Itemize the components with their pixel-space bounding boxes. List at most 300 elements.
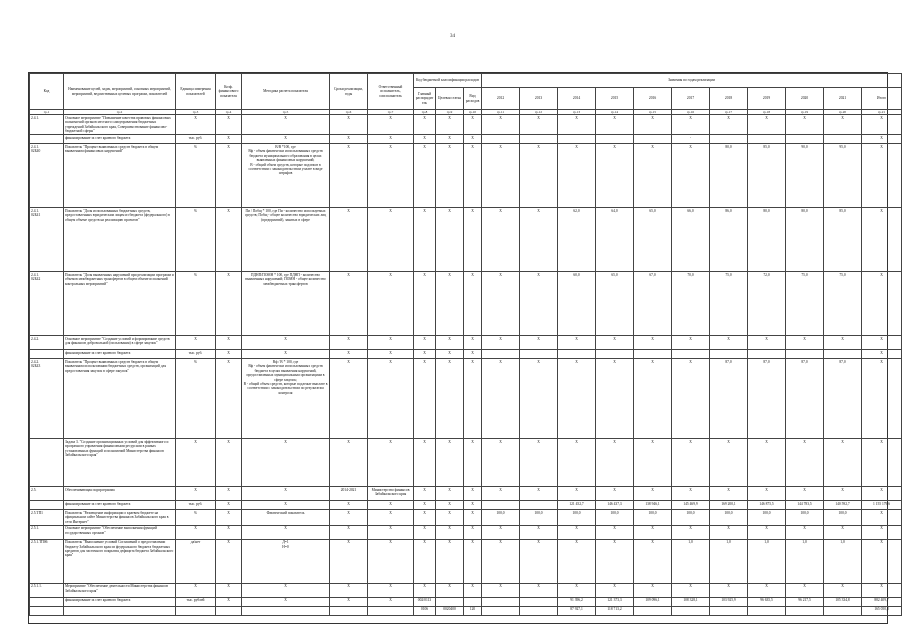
row-budget-type: X [464,510,482,525]
table-row [30,359,902,439]
row-year-value: 100,0 [558,510,596,525]
column-number: гр.7 [368,110,414,115]
row-name: Мероприятие "Обеспечение деятельности Министерства финансов Забайкальского края" [64,583,176,597]
row-year-value: X [710,336,748,350]
row-budget-article [436,597,464,606]
row-executor: X [368,208,414,272]
column-number: гр.14 [596,110,634,115]
row-year-value: X [824,336,862,350]
column-number: гр.18 [748,110,786,115]
row-year-value: 86,0 [710,208,748,272]
row-year-value: X [634,487,672,501]
table-row [30,135,902,144]
row-year-value: 100,0 [634,510,672,525]
header-year: 2016 [634,88,672,110]
row-year-value: X [558,487,596,501]
row-year-value: X [672,359,710,439]
row-budget-article: X [436,487,464,501]
header-name: Наименование целей, задач, мероприятий, основных мероприятий, мероприятий, ведомственных целевых программ, показателей [64,74,176,110]
row-budget-type: X [464,272,482,336]
row-unit: тыс. руб. [176,135,216,144]
row-method: X [242,439,330,487]
row-code: 2.4.1. [30,115,64,135]
row-unit: % [176,510,216,525]
row-method: Фактический показатель [242,510,330,525]
row-year-value [786,135,824,144]
header-coef: Коэф. финансового показателя [216,74,242,110]
table-row [30,606,902,615]
row-executor: X [368,359,414,439]
row-year-value: X [482,539,520,583]
row-method: X [242,135,330,144]
row-budget-article: X [436,583,464,597]
row-year-value: X [558,144,596,208]
header-method: Методика расчета показателя [242,74,330,110]
table-row [30,583,902,597]
table-row [30,144,902,208]
row-total: X [862,208,902,272]
row-year-value [520,350,558,359]
column-number: гр.4 [216,110,242,115]
row-year-value: 96 217,5 [786,597,824,606]
row-budget-type: X [464,115,482,135]
row-year-value: X [596,487,634,501]
row-year-value: X [634,115,672,135]
row-total: X [862,525,902,539]
row-period: 2014-2021 [330,487,368,501]
row-year-value: X [520,539,558,583]
row-year-value [596,350,634,359]
row-year-value: X [634,539,672,583]
row-year-value: X [710,583,748,597]
row-year-value: X [596,539,634,583]
row-year-value: X [558,359,596,439]
row-year-value: X [672,144,710,208]
row-budget-article: X [436,350,464,359]
row-period: X [330,336,368,350]
header-period: Сроки реализации, годы [330,74,368,110]
row-period: X [330,539,368,583]
indicators-table [29,73,902,616]
row-year-value: X [748,583,786,597]
row-year-value: X [520,336,558,350]
row-period: X [330,597,368,606]
row-year-value: 87,0 [748,359,786,439]
row-year-value: 100,0 [672,510,710,525]
column-number: гр.11 [482,110,520,115]
column-number: гр.16 [672,110,710,115]
row-budget-article: X [436,359,464,439]
row-code [30,597,64,606]
row-code: 2.5.1.ТП06 [30,539,64,583]
row-total: X [862,510,902,525]
header-budget-col: Целевая статья [436,88,464,110]
row-year-value: 85,0 [748,144,786,208]
row-period [330,606,368,615]
header-year: 2015 [596,88,634,110]
row-year-value: 140 592,7 [824,501,862,510]
row-year-value [482,597,520,606]
row-year-value: X [748,336,786,350]
row-year-value: X [596,359,634,439]
row-name [64,606,176,615]
row-budget-article: X [436,336,464,350]
row-total: X [862,336,902,350]
row-budget-type: X [464,336,482,350]
row-budget-type: X [464,208,482,272]
row-year-value [482,606,520,615]
row-year-value: X [786,487,824,501]
row-year-value: 109 096,1 [634,597,672,606]
row-year-value: X [748,525,786,539]
row-coef: X [216,350,242,359]
row-year-value: X [710,439,748,487]
row-name: финансирование за счет краевого бюджета [64,350,176,359]
row-year-value [672,350,710,359]
row-total: X [862,144,902,208]
row-year-value: 100,0 [786,510,824,525]
header-code: Код [30,74,64,110]
row-budget-article: X [436,135,464,144]
row-budget-type: X [464,135,482,144]
row-year-value: 145 469,9 [672,501,710,510]
row-year-value: X [748,487,786,501]
row-executor: X [368,350,414,359]
row-coef: X [216,359,242,439]
row-year-value: X [672,439,710,487]
row-total: X [862,439,902,487]
row-year-value: 65,0 [596,272,634,336]
row-year-value [520,135,558,144]
row-year-value: X [710,487,748,501]
row-unit: тыс. руб. [176,350,216,359]
row-year-value: 67,0 [634,272,672,336]
row-year-value: 1,0 [710,539,748,583]
row-method: X [242,525,330,539]
row-total: X [862,350,902,359]
row-method: Пи / Побщ * 100, где Пи - количество используемых средств; Побщ - общее количество юридических лиц (предприятий), занятых в сфере [242,208,330,272]
row-budget-type: X [464,525,482,539]
row-year-value: X [786,115,824,135]
header-year: 2020 [786,88,824,110]
table-row [30,272,902,336]
row-coef: X [216,144,242,208]
row-year-value: 100,0 [520,510,558,525]
row-period: X [330,350,368,359]
row-budget-type: X [464,359,482,439]
row-year-value: 121 373,3 [596,597,634,606]
row-executor: X [368,144,414,208]
row-year-value: X [558,439,596,487]
table-row [30,336,902,350]
row-year-value: 105 334,8 [824,597,862,606]
row-coef: X [216,115,242,135]
row-total: X [862,487,902,501]
row-coef [216,606,242,615]
row-budget-admin: X [414,487,436,501]
row-year-value: 87,0 [786,359,824,439]
table-row [30,208,902,272]
row-budget-type: X [464,144,482,208]
row-year-value: 70,0 [672,272,710,336]
row-unit: да/нет [176,539,216,583]
row-code [30,350,64,359]
row-coef: X [216,336,242,350]
row-year-value: 62,0 [558,208,596,272]
row-budget-admin: X [414,583,436,597]
row-executor: X [368,583,414,597]
row-year-value: X [558,525,596,539]
row-budget-admin: X [414,144,436,208]
row-year-value: X [710,115,748,135]
row-period: X [330,208,368,272]
row-year-value: X [672,115,710,135]
row-code: 2.4.2. [30,336,64,350]
row-budget-type: X [464,487,482,501]
row-year-value: 91 396,2 [558,597,596,606]
row-year-value: X [672,487,710,501]
row-year-value: X [482,115,520,135]
row-coef: X [216,539,242,583]
row-year-value: X [824,487,862,501]
row-code: 2.5.1.1. [30,583,64,597]
column-number: гр.19 [786,110,824,115]
row-unit: X [176,583,216,597]
table-row [30,597,902,606]
row-year-value: 80,0 [786,208,824,272]
row-year-value: X [558,583,596,597]
row-year-value [520,606,558,615]
row-budget-admin: X [414,359,436,439]
row-year-value: X [520,525,558,539]
row-year-value [520,501,558,510]
row-method: X [242,487,330,501]
row-year-value: X [824,583,862,597]
row-year-value: X [558,115,596,135]
row-year-value [710,606,748,615]
row-name: Основное мероприятие "Повышение качества правовых финансовых полномочий органов местного самоуправления бюджетных учреждений Забайкальского края, Совершенствование финансово-бюджетной сферы" [64,115,176,135]
row-year-value: 60,0 [558,272,596,336]
row-name: Обеспечивающая подпрограмма [64,487,176,501]
column-number: гр.15 [634,110,672,115]
table-row [30,115,902,135]
row-year-value: 118 713,2 [596,606,634,615]
row-year-value: X [596,583,634,597]
row-period: X [330,144,368,208]
row-coef: X [216,501,242,510]
row-year-value: X [482,525,520,539]
header-year: 2012 [482,88,520,110]
header-year: 2019 [748,88,786,110]
row-budget-admin: 0106 [414,606,436,615]
row-method: Вф / В * 100, где Вф - объем фактически использованных средств бюджета в целях выявления нарушений, предоставленных муниципальным организациям в сфере закупок; В - общий объем средств, которые подлежат выплате в соответствии с законодательством по результатам контроля [242,359,330,439]
row-year-value: 1,0 [786,539,824,583]
header-unit: Единица измерения показателей [176,74,216,110]
row-unit: X [176,336,216,350]
row-budget-type: X [464,501,482,510]
column-number: гр.10 [464,110,482,115]
row-code: 2.4.1. 02Б42 [30,272,64,336]
header-budget-col: Вид расходов [464,88,482,110]
row-unit: X [176,439,216,487]
column-number: гр.6 [330,110,368,115]
row-total: X [862,359,902,439]
row-method: X [242,583,330,597]
row-year-value: 90,0 [786,144,824,208]
row-unit: X [176,115,216,135]
row-year-value [824,606,862,615]
row-year-value: X [482,272,520,336]
row-budget-admin: X [414,272,436,336]
row-executor: X [368,135,414,144]
row-year-value: X [520,583,558,597]
row-year-value: X [558,539,596,583]
row-year-value: 146 437,3 [596,501,634,510]
row-year-value: X [672,336,710,350]
row-budget-type [464,597,482,606]
column-number: гр.5 [242,110,330,115]
column-number: гр.12 [520,110,558,115]
row-coef: X [216,525,242,539]
row-year-value: 108 328,1 [672,597,710,606]
row-budget-article: X [436,539,464,583]
table-row [30,350,902,359]
column-number: гр.17 [710,110,748,115]
row-code: 2.5.1. [30,525,64,539]
column-number: гр.3 [176,110,216,115]
row-name: Показатель "Доля использованных бюджетных средств, предоставленных юридическим лицам из бюджета (федерального) в общем объеме средств на реализацию проектов" [64,208,176,272]
row-unit: X [176,487,216,501]
table-row [30,487,902,501]
row-method: X [242,501,330,510]
row-period: X [330,583,368,597]
row-total: X [862,135,902,144]
row-year-value [710,350,748,359]
row-method: В/В *100, где Вф - объем фактически использованных средств бюджета муниципального образования в целях выявленных финансовых нарушений; В - общий объем средств, которые подлежат в соответствии с законодательством уплате в виде штрафов [242,144,330,208]
row-budget-admin: X [414,350,436,359]
row-year-value: 64,0 [596,208,634,272]
row-year-value [482,501,520,510]
row-year-value [824,350,862,359]
row-period: X [330,359,368,439]
row-total: 1 155 179,6 [862,501,902,510]
row-name: Показатель "Выполнение условий Соглашений о предоставлении бюджету Забайкальского края из федерального бюджета бюджетных кредитов для частичного покрытия дефицита бюджета Забайкальского края" [64,539,176,583]
row-code: 2.4.1. 02Б40 [30,144,64,208]
row-period: X [330,115,368,135]
row-executor: X [368,539,414,583]
row-year-value: X [558,336,596,350]
header-budget-col: Главный распорядитель [414,88,436,110]
row-unit: % [176,208,216,272]
table-row [30,439,902,487]
header-executor: Ответственный исполнитель, соисполнитель [368,74,414,110]
program-table [28,72,891,624]
row-code: 2.4.2. 02Б43 [30,359,64,439]
row-year-value: 100,0 [596,510,634,525]
header-year: 2017 [672,88,710,110]
row-unit: % [176,359,216,439]
row-period: X [330,510,368,525]
row-year-value [710,135,748,144]
row-year-value [786,350,824,359]
row-code [30,501,64,510]
row-budget-type: X [464,350,482,359]
row-unit: % [176,272,216,336]
row-year-value: X [824,115,862,135]
row-year-value: 87 927,1 [558,606,596,615]
row-year-value: 85,0 [824,208,862,272]
row-budget-article: X [436,144,464,208]
row-year-value: 75,0 [710,272,748,336]
row-name: Показатель "Доля выявленных нарушений при реализации программ и объемов межбюджетных трансфертов в общем объеме исполнений контрольных мероприятий" [64,272,176,336]
row-year-value: 144 783,5 [786,501,824,510]
row-year-value: 100,0 [710,510,748,525]
column-number: гр.13 [558,110,596,115]
row-year-value: 121 452,7 [558,501,596,510]
column-number: гр.2 [64,110,176,115]
row-total: X [862,272,902,336]
row-code [30,439,64,487]
row-year-value: X [824,439,862,487]
row-year-value: X [520,115,558,135]
row-year-value: X [634,144,672,208]
row-year-value: X [786,583,824,597]
row-year-value: X [520,439,558,487]
column-number: гр.20 [824,110,862,115]
row-name: Показатель "Размещение информации о краевом бюджете на официальном сайте Министерства финансов Забайкальского края в сети Интернет" [64,510,176,525]
row-budget-article: X [436,439,464,487]
row-executor: X [368,597,414,606]
row-year-value: 1,0 [824,539,862,583]
row-code: 2.5.ТП1 [30,510,64,525]
row-year-value [824,135,862,144]
row-budget-type: X [464,583,482,597]
row-unit: % [176,144,216,208]
row-year-value: X [596,336,634,350]
row-year-value: X [482,439,520,487]
row-name: Основное мероприятие "Создание условий и формирование средств для финансов добровольной (пользования) в сфере закупок" [64,336,176,350]
row-year-value [748,606,786,615]
row-method [242,606,330,615]
row-year-value: X [786,336,824,350]
row-coef: X [216,510,242,525]
row-year-value [748,135,786,144]
row-budget-type: X [464,539,482,583]
row-budget-article: X [436,115,464,135]
row-total: 882 409,7 [862,597,902,606]
row-name: финансирование за счет краевого бюджета [64,501,176,510]
row-year-value: 96 635,5 [748,597,786,606]
row-total: X [862,583,902,597]
row-year-value: X [634,439,672,487]
header-year: 2021 [824,88,862,110]
row-budget-admin: X [414,439,436,487]
row-year-value: 95,0 [824,144,862,208]
row-year-value: X [520,272,558,336]
row-budget-admin: X [414,208,436,272]
row-budget-article: X [436,510,464,525]
column-number: гр.21 [862,110,902,115]
row-name: Основное мероприятие "Обеспечение выполнения функций государственных органов" [64,525,176,539]
row-executor: X [368,272,414,336]
row-year-value: X [520,208,558,272]
row-method: Д=1 Н=0 [242,539,330,583]
row-method: X [242,350,330,359]
row-budget-article: X [436,208,464,272]
page-number: 34 [450,34,455,39]
row-year-value: X [482,359,520,439]
row-year-value [482,350,520,359]
